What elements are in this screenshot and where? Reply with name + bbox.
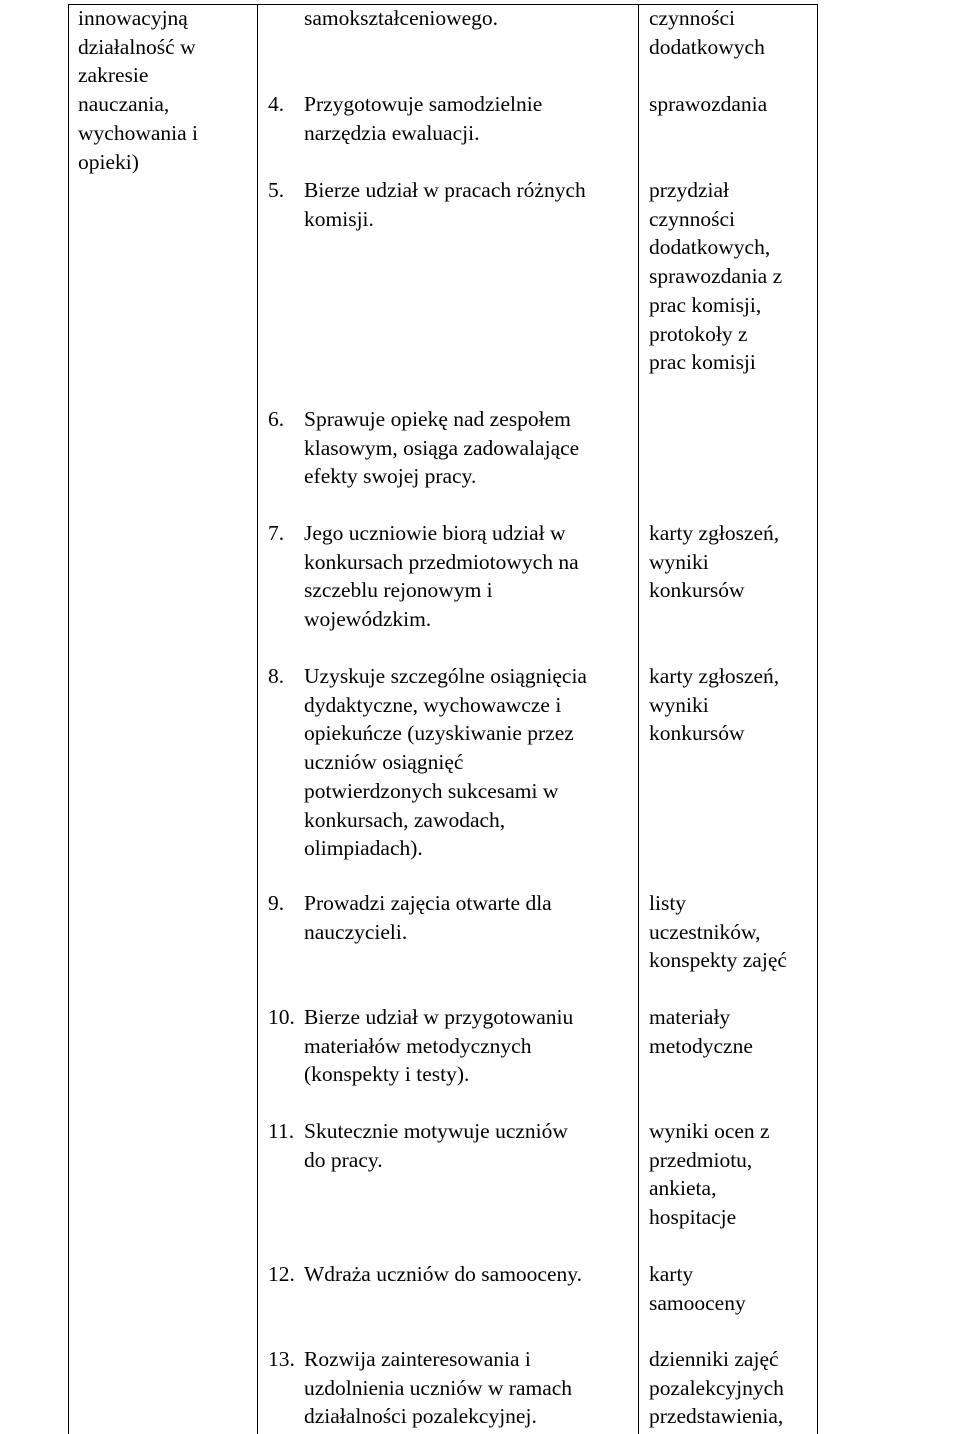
evidence-text-line: pozalekcyjnych [649, 1375, 784, 1400]
evidence-text-line: wyniki ocen z [649, 1119, 770, 1143]
evidence-text-line: prac komisji [649, 350, 756, 375]
evidence-text-line: przedstawienia, [649, 1404, 784, 1429]
evidence-text-line: uczestników, [649, 919, 761, 944]
evidence-text-line: konkursów [649, 578, 745, 603]
task-text-line: Wdraża uczniów do samooceny. [304, 1262, 582, 1286]
task-text-line: konkursach przedmiotowych na [304, 549, 579, 574]
task-text-line: opiekuńcze (uzyskiwanie przez [304, 721, 574, 746]
task-text-line: uczniów osiągnięć [304, 750, 464, 775]
evidence-text-line: samooceny [649, 1290, 746, 1315]
task-text-line: Bierze udział w przygotowaniu [304, 1005, 574, 1029]
task-text-line: wojewódzkim. [304, 607, 432, 632]
task-number: 6. [268, 407, 285, 431]
evidence-text-line: konspekty zajęć [649, 948, 787, 973]
task-text-line: klasowym, osiąga zadowalające [304, 435, 580, 460]
task-number: 8. [268, 664, 285, 688]
task-text-line: Skutecznie motywuje uczniów [304, 1119, 568, 1143]
area-text-line: opieki) [78, 149, 139, 174]
task-text-line: uzdolnienia uczniów w ramach [304, 1375, 573, 1400]
evidence-text-line: karty [649, 1262, 694, 1286]
evidence-text-line: prac komisji, [649, 292, 762, 317]
evidence-text-line: czynności [649, 6, 735, 30]
task-text-line: dydaktyczne, wychowawcze i [304, 692, 562, 717]
column-divider [638, 4, 639, 1434]
area-column-cell [78, 4, 243, 176]
evidence-text-line: hospitacje [649, 1205, 737, 1230]
task-text-line: Rozwija zainteresowania i [304, 1347, 531, 1371]
task-text-line: Jego uczniowie biorą udział w [304, 521, 566, 545]
task-number: 13. [268, 1347, 295, 1371]
evidence-text-line: protokoły z [649, 321, 748, 346]
task-text-line: Przygotowuje samodzielnie [304, 92, 543, 116]
evidence-text-line: dzienniki zajęć [649, 1347, 779, 1371]
task-text-line: do pracy. [304, 1147, 383, 1172]
evidence-text-line: ankieta, [649, 1176, 717, 1201]
task-text-line: materiałów metodycznych [304, 1033, 532, 1058]
task-text-line: działalności pozalekcyjnej. [304, 1404, 537, 1429]
task-text-line: nauczycieli. [304, 919, 408, 944]
task-text-line: narzędzia ewaluacji. [304, 120, 480, 145]
evidence-text-line: karty zgłoszeń, [649, 664, 780, 688]
task-text-line: samokształceniowego. [304, 6, 499, 30]
evidence-text-line: wyniki [649, 549, 709, 574]
task-text-line: Bierze udział w pracach różnych [304, 178, 586, 202]
task-text-line: konkursach, zawodach, [304, 807, 506, 832]
evidence-text-line: wyniki [649, 692, 709, 717]
evidence-text-line: sprawozdania z [649, 264, 783, 289]
evidence-text-line: dodatkowych, [649, 235, 771, 260]
area-text-line: innowacyjną [78, 6, 188, 30]
evidence-text-line: karty zgłoszeń, [649, 521, 780, 545]
task-text-line: efekty swojej pracy. [304, 464, 477, 489]
area-text-line: nauczania, [78, 92, 170, 117]
task-text-line: olimpiadach). [304, 836, 423, 861]
task-text-line: Uzyskuje szczególne osiągnięcia [304, 664, 587, 688]
evidence-text-line: materiały [649, 1005, 731, 1029]
evidence-text-line: konkursów [649, 721, 745, 746]
evidence-text-line: przydział [649, 178, 729, 202]
task-text-line: Prowadzi zajęcia otwarte dla [304, 891, 552, 915]
column-divider [257, 4, 258, 1434]
evidence-text-line: dodatkowych [649, 34, 765, 59]
task-number: 5. [268, 178, 285, 202]
task-number: 7. [268, 521, 285, 545]
task-text-line: (konspekty i testy). [304, 1062, 470, 1087]
evidence-text-line: przedmiotu, [649, 1147, 753, 1172]
task-number: 10. [268, 1005, 295, 1029]
area-text-line: zakresie [78, 63, 149, 88]
evidence-text-line: listy [649, 891, 687, 915]
evidence-text-line: czynności [649, 206, 735, 231]
task-number: 9. [268, 891, 285, 915]
task-text-line: Sprawuje opiekę nad zespołem [304, 407, 571, 431]
evidence-text-line: sprawozdania [649, 92, 768, 116]
area-text-line: wychowania i [78, 120, 199, 145]
task-number: 4. [268, 92, 285, 116]
task-text-line: szczeblu rejonowym i [304, 578, 493, 603]
task-number: 11. [268, 1119, 295, 1143]
task-text-line: potwierdzonych sukcesami w [304, 778, 559, 803]
task-number: 12. [268, 1262, 295, 1286]
area-text-line: działalność w [78, 34, 196, 59]
evidence-text-line: metodyczne [649, 1033, 753, 1058]
task-text-line: komisji. [304, 206, 374, 231]
